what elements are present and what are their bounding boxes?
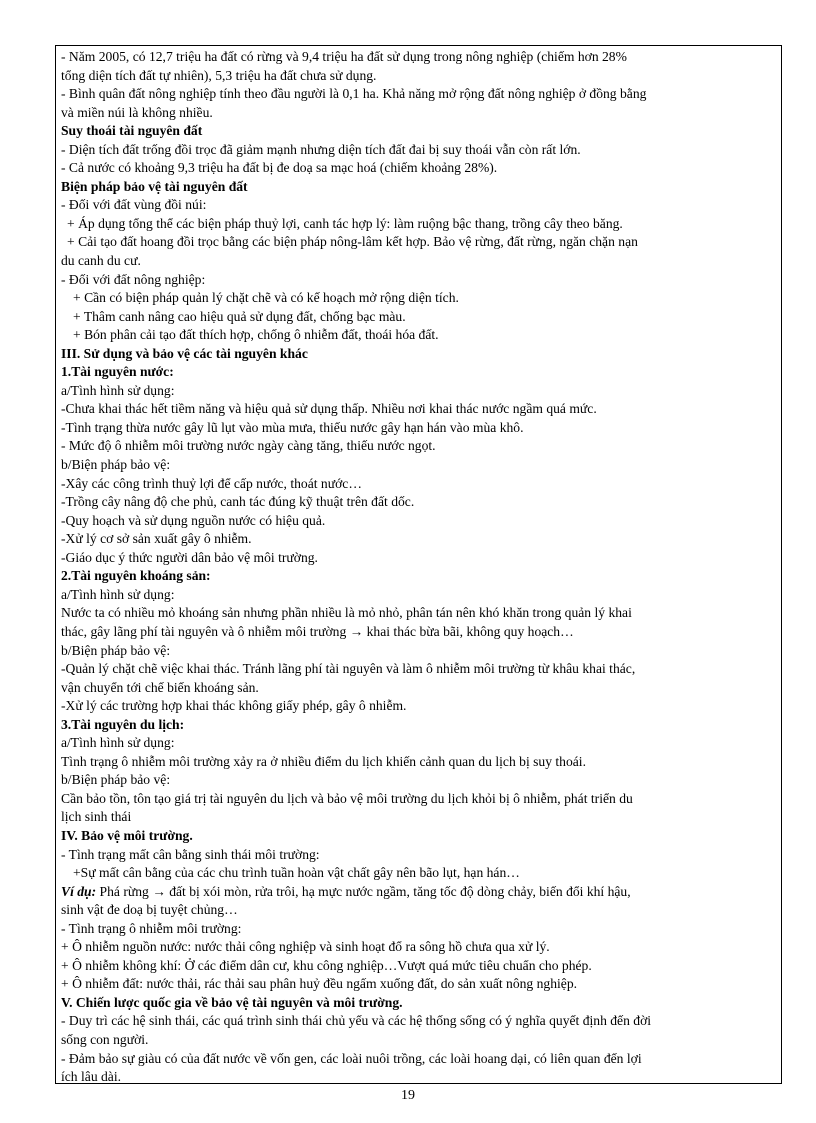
text-line: Tình trạng ô nhiễm môi trường xảy ra ở nhiều điểm du lịch khiến cảnh quan du lịch bị suy thoái. bbox=[61, 753, 586, 769]
section-heading: III. Sử dụng và bảo vệ các tài nguyên khác bbox=[61, 345, 308, 361]
text-line: + Ô nhiễm không khí: Ở các điểm dân cư, khu công nghiệp…Vượt quá mức tiêu chuẩn cho phép. bbox=[61, 957, 592, 973]
text-line: -Trồng cây nâng độ che phủ, canh tác đúng kỹ thuật trên đất dốc. bbox=[61, 494, 415, 510]
text-line: - Diện tích đất trống đồi trọc đã giảm mạnh nhưng diện tích đất đai bị suy thoái vẫn còn rất lớn. bbox=[61, 141, 581, 157]
text-line: b/Biện pháp bảo vệ: bbox=[61, 772, 171, 788]
text-line: - Mức độ ô nhiễm môi trường nước ngày càng tăng, thiếu nước ngọt. bbox=[61, 438, 436, 454]
text-line: + Ô nhiễm nguồn nước: nước thải công nghiệp và sinh hoạt đổ ra sông hồ chưa qua xử lý. bbox=[61, 939, 550, 955]
text-line: -Tình trạng thừa nước gây lũ lụt vào mùa mưa, thiếu nước gây hạn hán vào mùa khô. bbox=[61, 419, 524, 435]
example-label: Ví dụ: bbox=[61, 883, 97, 899]
text-line: + Bón phân cải tạo đất thích hợp, chống ô nhiễm đất, thoái hóa đất. bbox=[73, 327, 439, 343]
text-line: + Cần có biện pháp quản lý chặt chẽ và có kế hoạch mở rộng diện tích. bbox=[73, 290, 459, 306]
text-line: sống con người. bbox=[61, 1031, 149, 1047]
text-line: -Xử lý các trường hợp khai thác không giấy phép, gây ô nhiễm. bbox=[61, 698, 407, 714]
text-line: - Đối với đất nông nghiệp: bbox=[61, 271, 206, 287]
subsection-heading: 3.Tài nguyên du lịch: bbox=[61, 716, 185, 732]
text-line: b/Biện pháp bảo vệ: bbox=[61, 642, 171, 658]
text-line: + Áp dụng tổng thể các biện pháp thuỷ lợi, canh tác hợp lý: làm ruộng bậc thang, trồng cây theo băng. bbox=[67, 215, 623, 231]
text-line: thác, gây lãng phí tài nguyên và ô nhiễm môi trường → khai thác bừa bãi, không quy hoạch… bbox=[61, 623, 574, 639]
section-heading: Biện pháp bảo vệ tài nguyên đất bbox=[61, 178, 248, 194]
page-number: 19 bbox=[401, 1088, 415, 1103]
text-line: - Năm 2005, có 12,7 triệu ha đất có rừng và 9,4 triệu ha đất sử dụng trong nông nghiệp (chiếm hơn 28% bbox=[61, 49, 627, 64]
text-line: Cần bảo tồn, tôn tạo giá trị tài nguyên du lịch và bảo vệ môi trường du lịch khỏi bị ô nhiễm, phát triển du bbox=[61, 790, 633, 806]
subsection-heading: 2.Tài nguyên khoáng sản: bbox=[61, 568, 211, 584]
text-line: du canh du cư. bbox=[61, 253, 141, 269]
text-line: - Bình quân đất nông nghiệp tính theo đầu người là 0,1 ha. Khả năng mở rộng đất nông nghiệp ở đồng bằng bbox=[61, 86, 647, 102]
text-line: a/Tình hình sử dụng: bbox=[61, 586, 175, 602]
subsection-heading: 1.Tài nguyên nước: bbox=[61, 364, 174, 380]
section-heading: V. Chiến lược quốc gia về bảo vệ tài nguyên và môi trường. bbox=[61, 994, 403, 1010]
text-line: và miền núi là không nhiều. bbox=[61, 104, 213, 120]
text-line: + Thâm canh nâng cao hiệu quả sử dụng đất, chống bạc màu. bbox=[73, 308, 406, 324]
example-text: Phá rừng → đất bị xói mòn, rửa trôi, hạ mực nước ngầm, tăng tốc độ dòng chảy, biến đổi khí hậu, bbox=[96, 883, 631, 899]
text-line: -Giáo dục ý thức người dân bảo vệ môi trường. bbox=[61, 549, 318, 565]
text-line: - Cả nước có khoảng 9,3 triệu ha đất bị đe doạ sa mạc hoá (chiếm khoảng 28%). bbox=[61, 160, 498, 176]
text-line: ích lâu dài. bbox=[61, 1069, 122, 1085]
text-line: tổng diện tích đất tự nhiên), 5,3 triệu ha đất chưa sử dụng. bbox=[61, 67, 377, 83]
text-line: - Đảm bảo sự giàu có của đất nước về vốn gen, các loài nuôi trồng, các loài hoang dại, có liên quan đến lợi bbox=[61, 1050, 642, 1066]
text-line: +Sự mất cân bằng của các chu trình tuần hoàn vật chất gây nên bão lụt, hạn hán… bbox=[73, 865, 520, 881]
text-line: lịch sinh thái bbox=[61, 809, 132, 825]
text-line: + Cải tạo đất hoang đồi trọc bằng các biện pháp nông-lâm kết hợp. Bảo vệ rừng, đất rừng, ngăn chặn nạn bbox=[67, 234, 638, 250]
page-content-frame bbox=[55, 45, 782, 1084]
text-line: -Quy hoạch và sử dụng nguồn nước có hiệu quả. bbox=[61, 512, 326, 528]
text-line: - Tình trạng mất cân bằng sinh thái môi trường: bbox=[61, 846, 320, 862]
text-line: Nước ta có nhiều mỏ khoáng sản nhưng phần nhiều là mỏ nhỏ, phân tán nên khó khăn trong quản lý khai bbox=[61, 605, 632, 621]
text-line: -Xử lý cơ sở sản xuất gây ô nhiễm. bbox=[61, 531, 252, 547]
section-heading: Suy thoái tài nguyên đất bbox=[61, 123, 203, 139]
text-line: - Tình trạng ô nhiễm môi trường: bbox=[61, 920, 242, 936]
section-heading: IV. Bảo vệ môi trường. bbox=[61, 827, 193, 843]
text-line: a/Tình hình sử dụng: bbox=[61, 382, 175, 398]
text-line: + Ô nhiễm đất: nước thải, rác thải sau phân huỷ đều ngấm xuống đất, do sản xuất nông nghiệp. bbox=[61, 976, 578, 992]
text-line: b/Biện pháp bảo vệ: bbox=[61, 457, 171, 473]
text-line: -Chưa khai thác hết tiềm năng và hiệu quả sử dụng thấp. Nhiều nơi khai thác nước ngầm quá mức. bbox=[61, 401, 597, 417]
text-line: - Đối với đất vùng đồi núi: bbox=[61, 197, 207, 213]
text-line: sinh vật đe doạ bị tuyệt chủng… bbox=[61, 902, 238, 918]
text-line: -Xây các công trình thuỷ lợi để cấp nước, thoát nước… bbox=[61, 475, 362, 491]
text-line: -Quản lý chặt chẽ việc khai thác. Tránh lãng phí tài nguyên và làm ô nhiễm môi trường từ khâu khai thác, bbox=[61, 661, 636, 677]
text-line: vận chuyển tới chế biến khoáng sản. bbox=[61, 679, 259, 695]
text-line: - Duy trì các hệ sinh thái, các quá trình sinh thái chủ yếu và các hệ thống sống có ý nghĩa quyết định đến đời bbox=[61, 1013, 652, 1029]
text-line: a/Tình hình sử dụng: bbox=[61, 735, 175, 751]
example-line bbox=[61, 883, 776, 902]
